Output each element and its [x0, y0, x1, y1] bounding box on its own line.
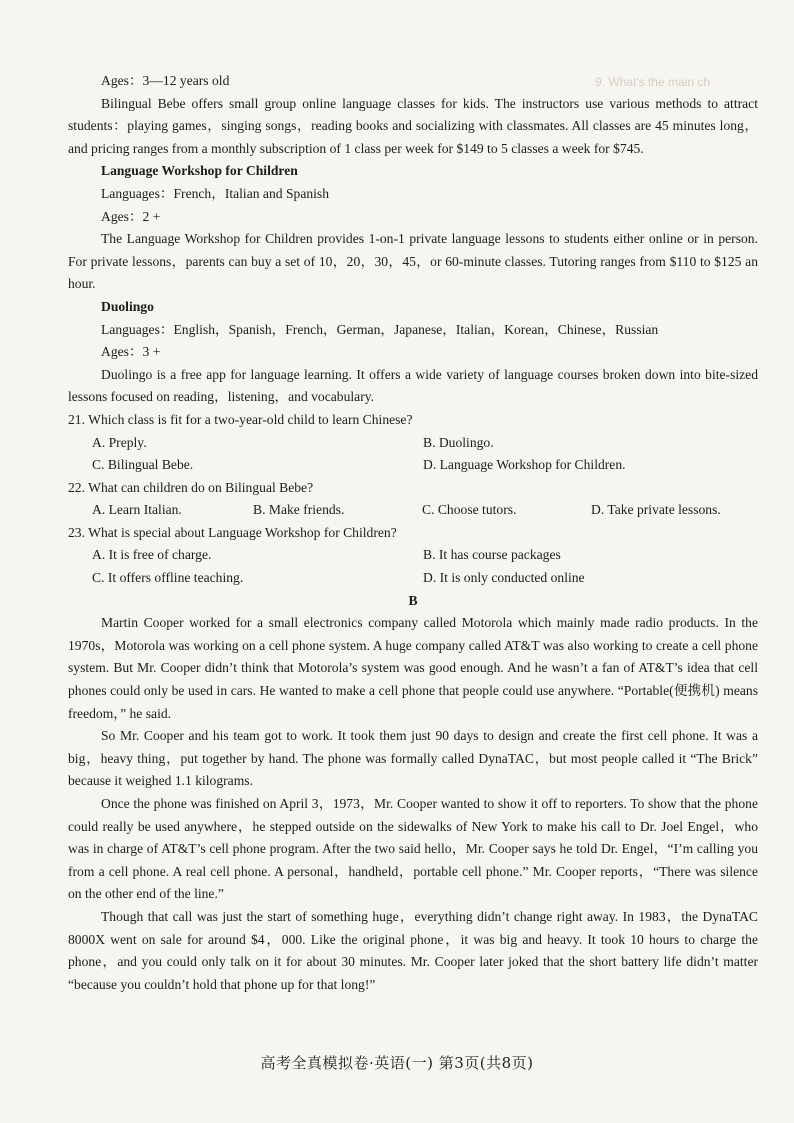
option: B. Make friends.: [253, 502, 345, 518]
passage-b-paragraph: Though that call was just the start of something huge，everything didn’t change right away. In 1983，the DynaTAC 8000X went on sale for around $4，000. Like the original phone，it was big and heavy. It took 10 hours to charge the phone，and you could only talk on it for about 30 minutes. Mr. Cooper later joked that the short battery life didn’t matter “because you couldn’t hold that phone up for that long!”: [68, 908, 758, 992]
option: C. Choose tutors.: [422, 502, 517, 518]
workshop-description: The Language Workshop for Children provides 1-on-1 private language lessons to students either online or in person. For private lessons，parents can buy a set of 10，20，30，45，or 60-minute classes. Tutoring ranges from $110 to $125 an hour.: [68, 231, 758, 292]
duolingo-ages: Ages：3 +: [101, 344, 161, 360]
option: B. Duolingo.: [423, 434, 494, 450]
workshop-languages: Languages：French，Italian and Spanish: [101, 185, 330, 201]
option: C. It offers offline teaching.: [92, 570, 244, 586]
bilingual-bebe-description: Bilingual Bebe offers small group online language classes for kids. The instructors use various methods to attract students：playing games，singing songs，reading books and socializing with classmates. All classes are 45 minutes long，and pricing ranges from a monthly subscription of 1 class per week for $149 to 5 classes a week for $745.: [68, 95, 758, 156]
page-footer: 高考全真模拟卷·英语(一) 第3页(共8页): [260, 1054, 534, 1072]
option: D. Language Workshop for Children.: [423, 457, 626, 473]
passage-b-paragraph: Martin Cooper worked for a small electronics company called Motorola which mainly made radio products. In the 1970s，Motorola was working on a cell phone system. A huge company called AT&T was also working to create a cell phone system. But Mr. Cooper didn’t think that Motorola’s system was good enough. And he wasn’t a fan of AT&T’s idea that cell phones could only be used in cars. He wanted to make a cell phone that people could use anywhere. “Portable(便携机) means freedom，” he said.: [68, 615, 758, 721]
option: D. It is only conducted online: [423, 570, 585, 586]
bilingual-bebe-ages: Ages：3—12 years old: [101, 73, 230, 88]
question-22: 22. What can children do on Bilingual Bebe?: [68, 479, 314, 495]
option: C. Bilingual Bebe.: [92, 457, 194, 473]
question-23: 23. What is special about Language Workshop for Children?: [68, 524, 397, 540]
duolingo-title: Duolingo: [101, 298, 154, 314]
duolingo-languages: Languages：English，Spanish，French，German，Japanese，Italian，Korean，Chinese，Russian: [101, 321, 659, 337]
workshop-ages: Ages：2 +: [101, 208, 161, 224]
option: B. It has course packages: [423, 547, 561, 563]
passage-b-paragraph: So Mr. Cooper and his team got to work. It took them just 90 days to design and create the first cell phone. It was a big，heavy thing，put together by hand. The phone was formally called DynaTAC，but most people called it “The Brick” because it weighed 1.1 kilograms.: [68, 728, 758, 789]
page-content: [68, 70, 758, 996]
section-b-label: B: [408, 592, 418, 608]
duolingo-description: Duolingo is a free app for language learning. It offers a wide variety of language courses broken down into bite-sized lessons focused on reading，listening，and vocabulary.: [68, 366, 758, 405]
passage-b-paragraph: Once the phone was finished on April 3，1973，Mr. Cooper wanted to show it off to reporters. To show that the phone could really be used anywhere，he stepped outside on the sidewalks of New York to make his call to Dr. Joel Engel，who was in charge of AT&T’s cell phone program. After the two said hello，Mr. Cooper says he told Dr. Engel，“I’m calling you from a cell phone. A real cell phone. A personal，handheld，portable cell phone.” Mr. Cooper reports，“There was silence on the other end of the line.”: [68, 796, 758, 902]
option: A. Learn Italian.: [92, 502, 182, 518]
workshop-title: Language Workshop for Children: [101, 163, 298, 179]
bleed-through-text: 9. What's the main ch: [595, 75, 711, 89]
option: D. Take private lessons.: [591, 502, 721, 518]
question-23-options: [68, 544, 758, 589]
question-21-options: [68, 432, 758, 477]
question-21: 21. Which class is fit for a two-year-old child to learn Chinese?: [68, 411, 413, 427]
option: A. Preply.: [92, 434, 147, 450]
option: A. It is free of charge.: [92, 547, 212, 563]
question-22-options: [68, 499, 758, 522]
